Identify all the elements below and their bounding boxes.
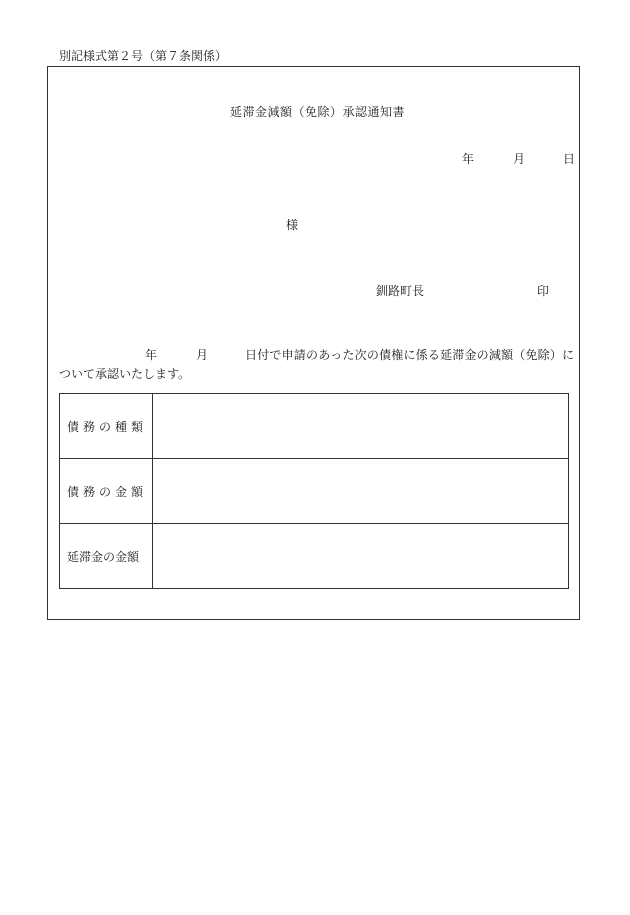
form-number-label: 別記様式第２号（第７条関係） — [59, 49, 228, 63]
table-row — [60, 394, 569, 459]
table-row — [60, 524, 569, 589]
date-year-label: 年 — [462, 152, 475, 166]
row-label-debt-amount: 債務の金額 — [60, 459, 153, 524]
table-row — [60, 459, 569, 524]
debt-info-table — [59, 393, 569, 589]
body-text-line1: 日付で申請のあった次の債権に係る延滞金の減額（免除）に — [245, 348, 575, 362]
row-value-debt-amount — [153, 459, 569, 524]
body-text-line2: ついて承認いたします。 — [59, 367, 191, 381]
date-month-label: 月 — [513, 152, 526, 166]
row-label-debt-type: 債務の種類 — [60, 394, 153, 459]
body-month-label: 月 — [196, 348, 209, 362]
date-day-label: 日 — [563, 152, 576, 166]
body-year-label: 年 — [145, 348, 158, 362]
seal-mark: 印 — [537, 284, 550, 298]
addressee-honorific: 様 — [286, 218, 299, 232]
document-title: 延滞金減額（免除）承認通知書 — [230, 105, 406, 119]
row-value-late-fee-amount — [153, 524, 569, 589]
issuer-name: 釧路町長 — [376, 284, 425, 298]
row-label-late-fee-amount: 延滞金の金額 — [60, 524, 153, 589]
row-value-debt-type — [153, 394, 569, 459]
